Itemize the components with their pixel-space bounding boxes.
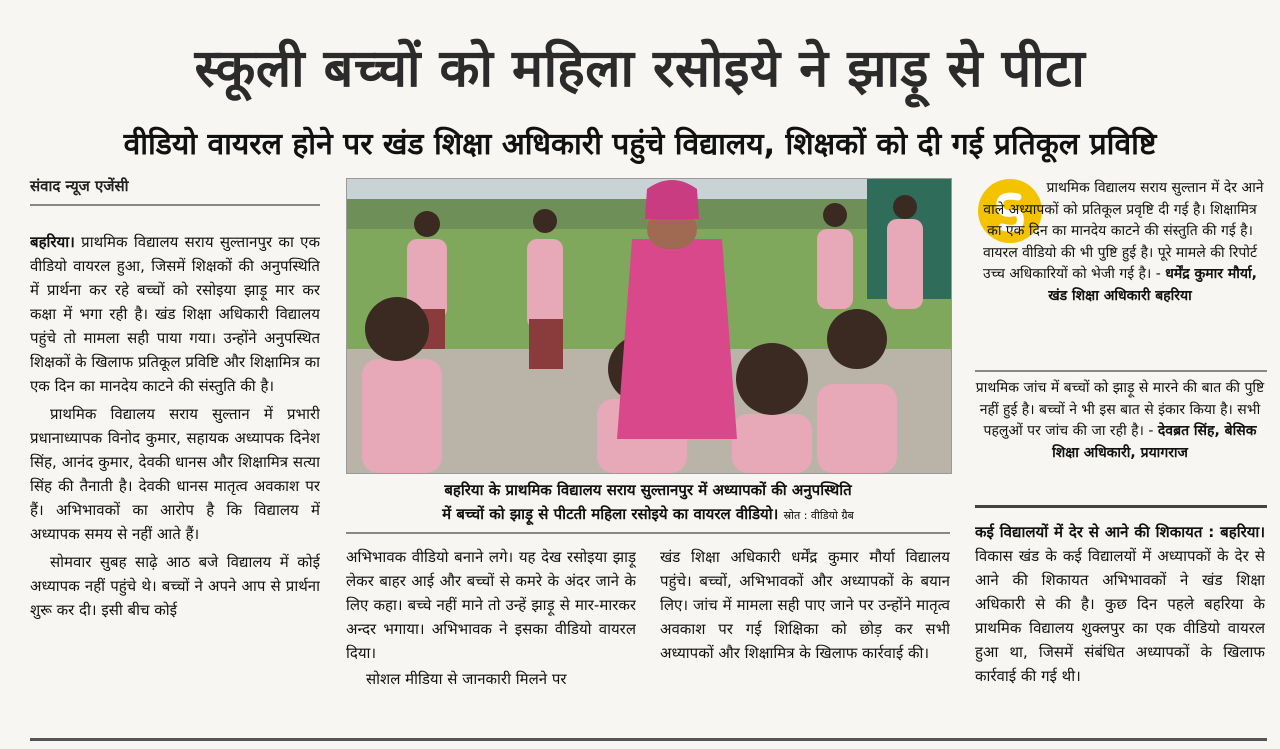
caption-line-1: बहरिया के प्राथमिक विद्यालय सराय सुल्तानपुर में अध्यापकों की अनुपस्थिति: [444, 481, 852, 499]
bottom-rule: [30, 738, 1267, 741]
headline: स्कूली बच्चों को महिला रसोइये ने झाड़ू से पीटा: [194, 39, 1086, 99]
caption-line-2: में बच्चों को झाड़ू से पीटती महिला रसोइये का वायरल वीडियो।: [442, 505, 779, 523]
sidebar-body: विकास खंड के कई विद्यालयों में अध्यापकों के देर से आने की शिकायत अभिभावकों ने खंड शिक्षा अधिकारी से की है। कुछ दिन पहले बहरिया के प्राथमिक विद्यालय शुक्लपुर का एक वीडियो वायरल हुआ था, जिसमें संबंधित अध्यापकों के खिलाफ कार्रवाई की गई थी।: [975, 547, 1265, 685]
sidebar-title: कई विद्यालयों में देर से आने की शिकायत : बहरिया।: [975, 523, 1265, 541]
column-2-paragraph-2: सोशल मीडिया से जानकारी मिलने पर: [366, 670, 567, 688]
column-1: [30, 230, 320, 730]
column-3-paragraph-1: खंड शिक्षा अधिकारी धर्मेंद्र कुमार मौर्या विद्यालय पहुंचे। बच्चों, अभिभावकों और अध्यापकों के बयान लिए। जांच में मामला सही पाए जाने पर उन्होंने मातृत्व अवकाश पर गई शिक्षिका को छोड़ कर सभी अध्यापकों और शिक्षामित्र के खिलाफ कार्रवाई की।: [660, 548, 950, 662]
column-1-paragraph-1: प्राथमिक विद्यालय सराय सुल्तानपुर का एक वीडियो वायरल हुआ, जिसमें शिक्षकों की अनुपस्थिति में प्रार्थना कर रहे बच्चों को रसोइया झाड़ू मार कर कक्षा में भगा रही है। खंड शिक्षा अधिकारी विद्यालय पहुंचे तो मामला सही पाया गया। उन्होंने अनुपस्थित शिक्षकों के खिलाफ प्रतिकूल प्रविष्टि और शिक्षामित्र का एक दिन का मानदेय काटने की संस्तुति की है।: [30, 233, 320, 395]
caption-rule: [346, 532, 950, 534]
news-photo: [346, 178, 952, 474]
photo-illustration: [347, 179, 951, 473]
quote-beo-attribution: धर्मेंद्र कुमार मौर्या, खंड शिक्षा अधिकारी बहरिया: [1048, 266, 1257, 304]
photo-source: स्रोत : वीडियो ग्रैब: [783, 509, 854, 522]
sidebar-story: [975, 520, 1265, 735]
photo-caption: [346, 478, 950, 528]
byline-rule: [30, 204, 320, 206]
subheadline: वीडियो वायरल होने पर खंड शिक्षा अधिकारी पहुंचे विद्यालय, शिक्षकों को दी गई प्रतिकूल प्रविष्टि: [123, 127, 1157, 162]
column-3: [660, 545, 950, 735]
byline: संवाद न्यूज एजेंसी: [30, 177, 129, 195]
quote-beo-text: प्राथमिक विद्यालय सराय सुल्तान में देर आने वाले अध्यापकों को प्रतिकूल प्रवृष्टि दी गई है। शिक्षामित्र का एक दिन का मानदेय काटने की संस्तुति की गई है। वायरल वीडियो की भी पुष्टि हुई है। पूरे मामले की रिपोर्ट उच्च अधिकारियों को भेजी गई है। -: [982, 180, 1264, 282]
quote-bso: [975, 378, 1265, 498]
column-1-paragraph-2: प्राथमिक विद्यालय सराय सुल्तान में प्रभारी प्रधानाध्यापक विनोद कुमार, सहायक अध्यापक दिनेश सिंह, आनंद कुमार, देवकी धानस और शिक्षामित्र सत्या सिंह की तैनाती है। देवकी धानस मातृत्व अवकाश पर हैं। अभिभावकों का आरोप है कि विद्यालय में अध्यापक समय से नहीं आते हैं।: [30, 405, 320, 543]
quote-rule-1: [975, 370, 1267, 372]
dateline: बहरिया।: [30, 233, 75, 251]
column-2-paragraph-1: अभिभावक वीडियो बनाने लगे। यह देख रसोइया झाड़ू लेकर बाहर आई और बच्चों से कमरे के अंदर जाने के लिए कहा। बच्चे नहीं माने तो उन्हें झाड़ू से मार-मारकर अन्दर भगाया। अभिभावक ने इसका वीडियो वायरल दिया।: [346, 548, 636, 662]
quote-beo: [975, 178, 1265, 368]
column-2: [346, 545, 636, 735]
quote-bso-attribution: देवब्रत सिंह, बेसिक शिक्षा अधिकारी, प्रयागराज: [1052, 423, 1257, 461]
column-1-paragraph-3: सोमवार सुबह साढ़े आठ बजे विद्यालय में कोई अध्यापक नहीं पहुंचे थे। बच्चों ने अपने आप से प्रार्थना शुरू कर दी। इसी बीच कोई: [30, 553, 320, 619]
quote-bso-text: प्राथमिक जांच में बच्चों को झाड़ू से मारने की बात की पुष्टि नहीं हुई है। बच्चों ने भी इस बात से इंकार किया है। सभी पहलुओं पर जांच की जा रही है। -: [975, 380, 1265, 439]
quote-rule-2: [975, 505, 1267, 508]
